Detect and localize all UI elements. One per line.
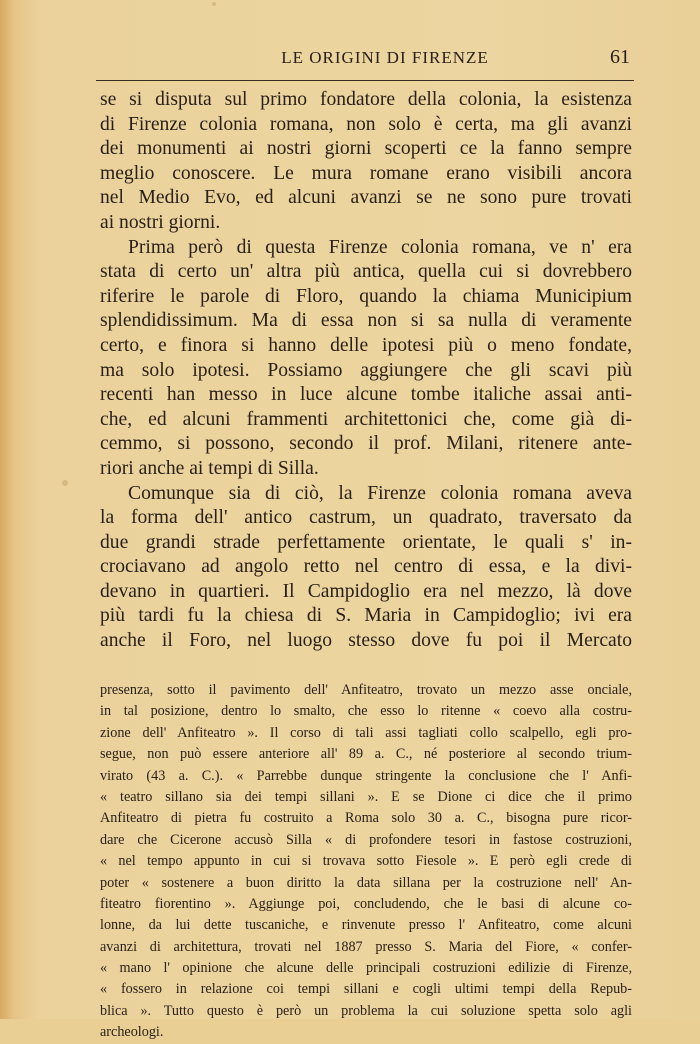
text-line: devano in quartieri. Il Campidoglio era nel mezzo, là dove bbox=[100, 580, 632, 602]
text-line: dei monumenti ai nostri giorni scoperti ce la fanno sempre bbox=[100, 138, 632, 160]
text-line: stata di certo un' altra più antica, quella cui si dovrebbero bbox=[100, 261, 632, 283]
text-line: più tardi fu la chiesa di S. Maria in Campidoglio; ivi era bbox=[100, 605, 632, 627]
text-line: meglio conoscere. Le mura romane erano visibili ancora bbox=[100, 162, 632, 184]
text-line: ma solo ipotesi. Possiamo aggiungere che gli scavi più bbox=[100, 359, 632, 381]
main-text bbox=[100, 88, 632, 654]
text-line: nel Medio Evo, ed alcuni avanzi se ne sono pure trovati bbox=[100, 187, 632, 209]
footnote-line: lonne, da lui dette tuscaniche, e rinvenute presso l' Anfiteatro, come alcuni bbox=[100, 917, 632, 934]
text-line: cemmo, si possono, secondo il prof. Milani, ritenere ante- bbox=[100, 433, 632, 455]
footnote-block bbox=[100, 680, 632, 1044]
footnote-line: archeologi. bbox=[100, 1024, 164, 1041]
text-line: riori anche ai tempi di Silla. bbox=[100, 457, 319, 479]
text-line: certo, e finora si hanno delle ipotesi più o meno fondate, bbox=[100, 334, 632, 356]
text-line: riferire le parole di Floro, quando la chiama Municipium bbox=[100, 285, 632, 307]
paper-stain bbox=[212, 2, 216, 6]
page-number: 61 bbox=[610, 46, 630, 68]
footnote-line: zione dell' Anfiteatro ». Il corso di tali assi tagliati collo scalpello, egli pro- bbox=[100, 724, 632, 741]
footnote-line: « mano l' opinione che alcune delle principali costruzioni edilizie di Firenze, bbox=[100, 960, 632, 977]
footnote-line: blica ». Tutto questo è però un problema la cui soluzione spetta solo agli bbox=[100, 1002, 632, 1019]
footnote-line: poter « sostenere a buon diritto la data sillana per la costruzione nell' An- bbox=[100, 874, 632, 891]
text-line: recenti han messo in luce alcune tombe italiche assai anti- bbox=[100, 384, 632, 406]
page-header bbox=[96, 46, 634, 81]
footnote-line: avanzi di architettura, trovati nel 1887 presso S. Maria del Fiore, « confer- bbox=[100, 938, 632, 955]
text-line: Prima però di questa Firenze colonia romana, ve n' era bbox=[128, 236, 632, 258]
paper-stain bbox=[62, 480, 68, 486]
running-title: LE ORIGINI DI FIRENZE bbox=[281, 48, 489, 67]
text-line: crociavano ad angolo retto nel centro di essa, e la divi- bbox=[100, 556, 632, 578]
footnote-line: presenza, sotto il pavimento dell' Anfiteatro, trovato un mezzo asse onciale, bbox=[100, 682, 632, 698]
text-line: ai nostri giorni. bbox=[100, 211, 221, 233]
text-line: Comunque sia di ciò, la Firenze colonia romana aveva bbox=[128, 482, 632, 504]
text-line: di Firenze colonia romana, non solo è certa, ma gli avanzi bbox=[100, 113, 632, 135]
footnote-line: dare che Cicerone accusò Silla « di profondere tesori in fastose costruzioni, bbox=[100, 831, 632, 848]
footnote-line: « fossero in relazione coi tempi sillani e cogli ultimi tempi della Repub- bbox=[100, 981, 632, 998]
footnote-line: « teatro sillano sia dei tempi sillani ». E se Dione ci dice che il primo bbox=[100, 788, 632, 805]
text-line: che, ed alcuni frammenti architettonici che, come già di- bbox=[100, 408, 632, 430]
text-line: la forma dell' antico castrum, un quadrato, traversato da bbox=[100, 507, 632, 529]
footnote-line: virato (43 a. C.). « Parrebbe dunque stringente la conclusione che l' Anfi- bbox=[100, 767, 632, 784]
text-line: due grandi strade perfettamente orientate, le quali s' in- bbox=[100, 531, 632, 553]
footnote-line: Anfiteatro di pietra fu costruito a Roma solo 30 a. C., bisogna pure ricor- bbox=[100, 810, 632, 827]
footnote-line: « nel tempo appunto in cui si trovava sotto Fiesole ». E però egli crede di bbox=[100, 853, 632, 870]
footnote-line: fiteatro fiorentino ». Aggiunge poi, concludendo, che le basi di alcune co- bbox=[100, 895, 632, 912]
footnote-line: in tal posizione, dentro lo smalto, che esso lo ritenne « coevo alla costru- bbox=[100, 703, 632, 720]
text-line: se si disputa sul primo fondatore della colonia, la esistenza bbox=[100, 89, 632, 110]
text-line: splendidissimum. Ma di essa non si sa nulla di veramente bbox=[100, 310, 632, 332]
text-line: anche il Foro, nel luogo stesso dove fu poi il Mercato bbox=[100, 630, 632, 652]
footnote-line: segue, non può essere anteriore all' 89 a. C., né posteriore al secondo trium- bbox=[100, 746, 632, 763]
